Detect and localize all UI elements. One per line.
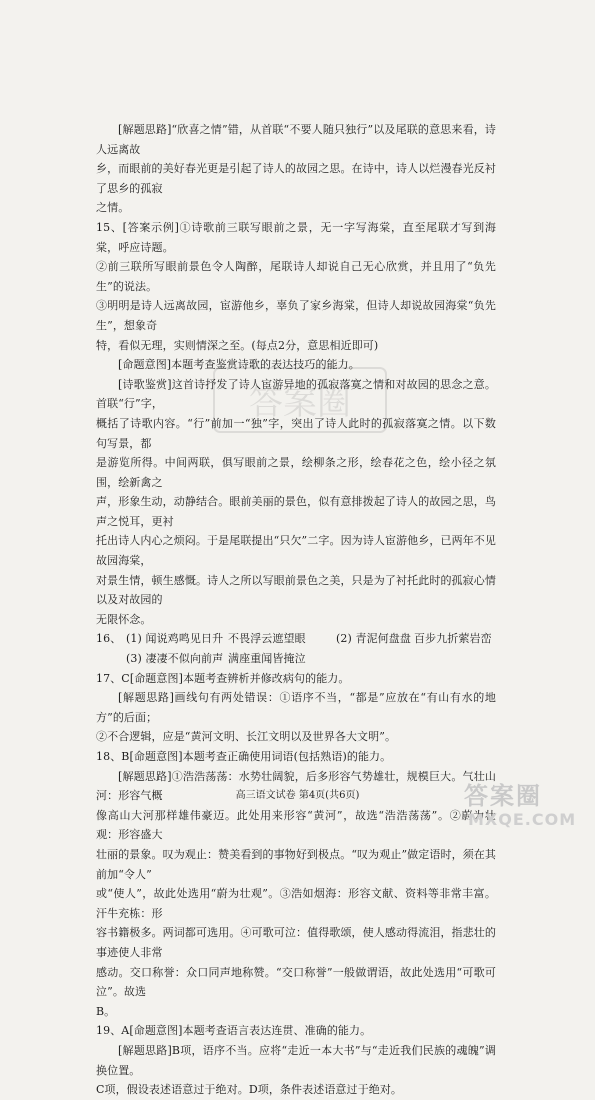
text-line: 对景生情，顿生感慨。诗人之所以写眼前景色之美，只是为了衬托此时的孤寂心情以及对故园的 (96, 573, 496, 607)
question-16 (96, 629, 496, 649)
answer-item: (1) 闻说鸡鸣见日升 (126, 632, 224, 646)
text-line: ③明明是诗人远离故园，宦游他乡，辜负了家乡海棠，但诗人却说故园海棠“负先生”，想象奇 (96, 299, 496, 332)
text-line: 17、C[命题意图]本题考查辨析并修改病句的能力。 (96, 671, 350, 685)
text-line: 声，形象生动，动静结合。眼前美丽的景色，似有意排拨起了诗人的故园之思，鸟声之悦耳，更衬 (96, 495, 496, 528)
text-line: [解题思路]画线句有两处错误：①语序不当，“都是”应放在“有山有水的地方”的后面； (96, 691, 496, 724)
logo-url-text: MXQE.COM (468, 810, 577, 829)
answer-content (96, 120, 496, 1100)
answer-item: (3) 凄凄不似向前声 (126, 652, 224, 666)
text-line: [命题意图]本题考查鉴赏诗歌的表达技巧的能力。 (118, 358, 360, 372)
answer-item: 不畏浮云遮望眼 (228, 632, 306, 646)
text-line: [诗歌鉴赏]这首诗抒发了诗人宦游异地的孤寂落寞之情和对故园的思念之意。首联“行”字， (96, 377, 496, 411)
watermark-text: 答案圈 (249, 383, 351, 423)
text-line: 19、A[命题意图]本题考查语言表达连贯、准确的能力。 (96, 1024, 372, 1038)
text-line: 容书籍极多。两词都可选用。④可歌可泣：值得歌颂，使人感动得流泪，指悲壮的事迹使人非常 (96, 926, 496, 959)
question-16-row2 (96, 649, 496, 669)
text-line: 乡，而眼前的美好春光更是引起了诗人的故园之思。在诗中，诗人以烂漫春光反衬了思乡的孤寂 (96, 162, 496, 195)
text-line: [解题思路]“欣喜之情”错，从首联“不要人随只独行”以及尾联的意思来看，诗人远离故 (96, 123, 496, 156)
text-line: B。 (96, 1004, 116, 1018)
text-line: 之情。 (96, 201, 130, 215)
text-line: ②前三联所写眼前景色令人陶醉，尾联诗人却说自己无心欣赏，并且用了“负先生”的说法。 (96, 260, 496, 293)
text-line: 特，看似无理，实则情深之至。(每点2分，意思相近即可) (96, 338, 379, 352)
text-line: C项，假设表述语意过于绝对。D项，条件表述语意过于绝对。 (96, 1083, 403, 1097)
text-line: [解题思路]①浩浩荡荡：水势壮阔貌，后多形容气势雄壮，规模巨大。气壮山河：形容气概 (96, 769, 496, 803)
text-line: 是游览所得。中间两联，俱写眼前之景，绘柳条之形，绘春花之色，绘小径之氛围，绘新禽之 (96, 456, 496, 489)
text-line: ②不合逻辑，应是“黄河文明、长江文明以及世界各大文明”。 (96, 730, 397, 744)
text-line: 托出诗人内心之烦闷。于是尾联提出“只欠”二字。因为诗人宦游他乡，已两年不见故园海棠， (96, 534, 496, 568)
site-logo (460, 772, 585, 834)
text-line: 像高山大河那样雄伟豪迈。此处用来形容“黄河”，故选“浩浩荡荡”。②蔚为壮观：形容盛大 (96, 808, 496, 842)
answer-item: 百步九折萦岩峦 (414, 632, 492, 646)
text-line: 18、B[命题意图]本题考查正确使用词语(包括熟语)的能力。 (96, 750, 392, 763)
answer-item: 满座重闻皆掩泣 (228, 652, 306, 666)
text-line: 15、[答案示例]①诗歌前三联写眼前之景，无一字写海棠，直至尾联才写到海棠，呼应诗题。 (96, 220, 496, 254)
text-line: 概括了诗歌内容。“行”前加一“独”字，突出了诗人此时的孤寂落寞之情。以下数句写景，都 (96, 416, 496, 450)
text-line: 或“使人”，故此处选用“蔚为壮观”。③浩如烟海：形容文献、资料等非常丰富。汗牛充栋：形 (96, 887, 496, 920)
logo-text: 答案圈 (464, 782, 542, 810)
answer-item: (2) 青泥何盘盘 (336, 632, 411, 646)
text-line: 壮丽的景象。叹为观止：赞美看到的事物好到极点。“叹为观止”做定语时，须在其前加“令人” (96, 847, 496, 881)
page-footer: 高三语文试卷 第4页(共6页) (235, 790, 360, 801)
text-line: 无限怀念。 (96, 612, 152, 626)
question-number: 16、 (96, 632, 122, 646)
text-line: [解题思路]B项，语序不当。应将“走近一本大书”与“走近我们民族的魂魄”调换位置。 (96, 1043, 496, 1077)
text-line: 感动。交口称誉：众口同声地称赞。“交口称誉”一般做谓语，故此处选用“可歌可泣”。故选 (96, 965, 496, 999)
